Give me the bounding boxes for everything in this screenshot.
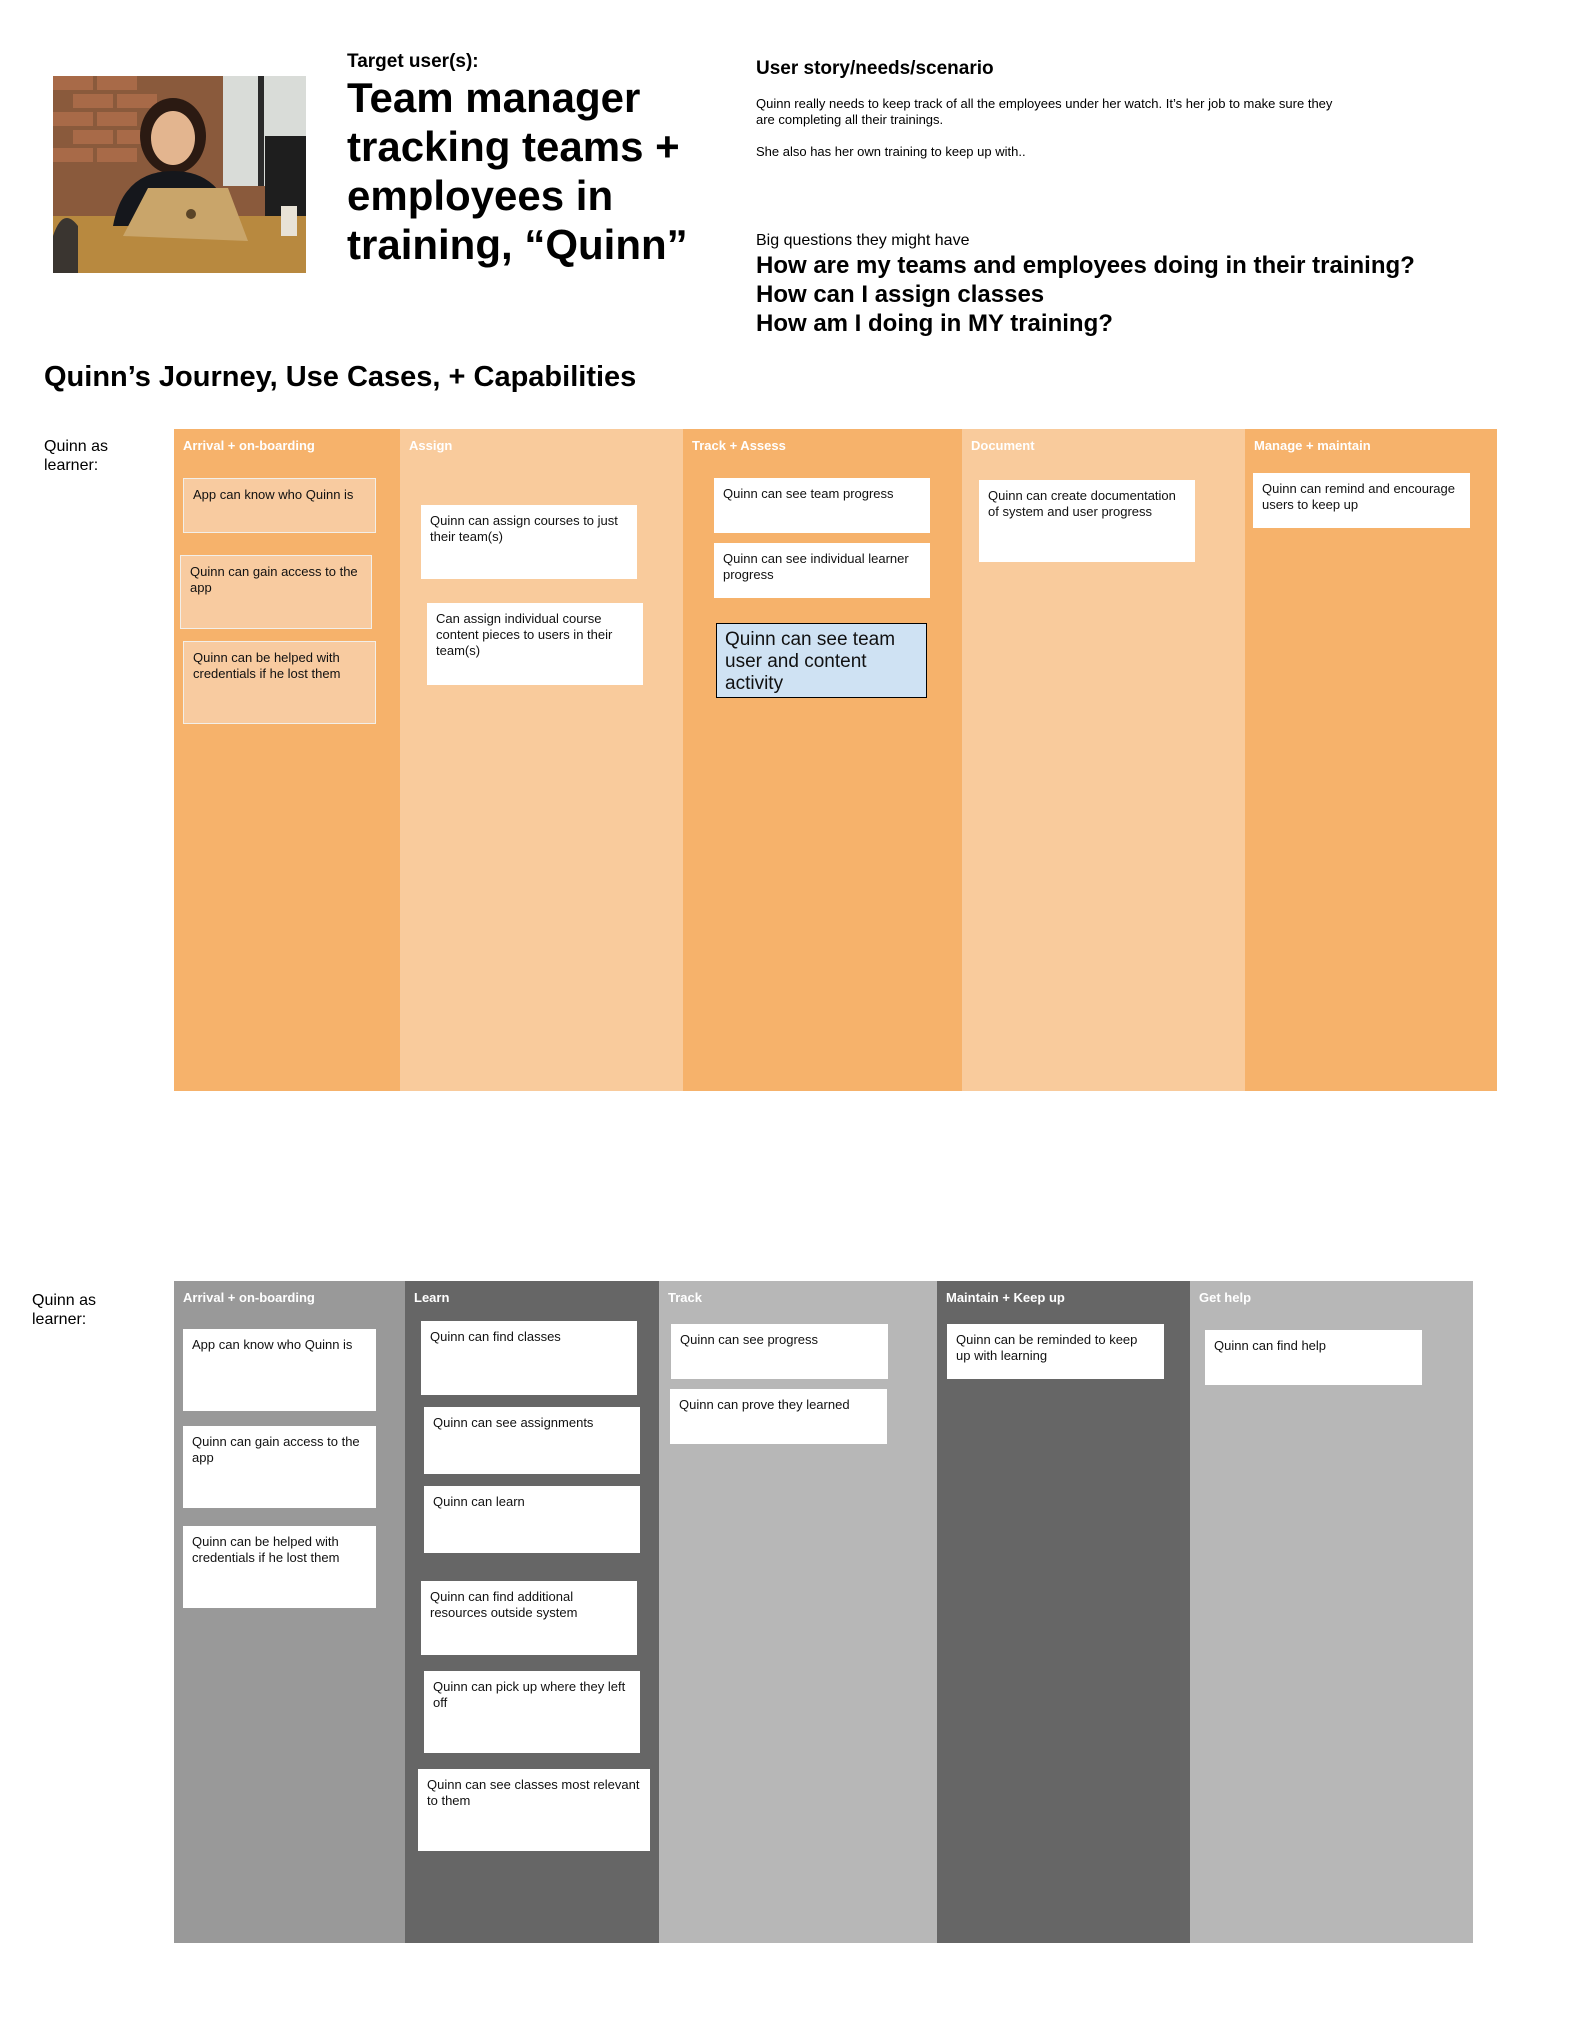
big-question: How am I doing in MY training? bbox=[756, 310, 1113, 337]
journey-column bbox=[962, 429, 1245, 1091]
big-questions-label: Big questions they might have bbox=[756, 232, 970, 249]
sticky-note: Quinn can see progress bbox=[671, 1324, 888, 1379]
sticky-note: Quinn can gain access to the app bbox=[180, 555, 372, 629]
column-header: Track bbox=[668, 1290, 702, 1305]
sticky-note: Quinn can find additional resources outside system bbox=[421, 1581, 637, 1655]
journey-title: Quinn’s Journey, Use Cases, + Capabilities bbox=[44, 361, 637, 393]
sticky-note: Quinn can assign courses to just their team(s) bbox=[421, 505, 637, 579]
journey-column bbox=[405, 1281, 659, 1943]
sticky-note-highlighted: Quinn can see team user and content activity bbox=[716, 623, 927, 698]
column-header: Manage + maintain bbox=[1254, 438, 1371, 453]
big-questions-list bbox=[756, 251, 1415, 338]
sticky-note: Quinn can find help bbox=[1205, 1330, 1422, 1385]
journey-column bbox=[659, 1281, 937, 1943]
column-header: Document bbox=[971, 438, 1035, 453]
big-question: How can I assign classes bbox=[756, 281, 1045, 308]
persona-title-line: employees in bbox=[347, 172, 614, 219]
sticky-note: Quinn can be helped with credentials if he lost them bbox=[183, 1526, 376, 1608]
sticky-note: Quinn can find classes bbox=[421, 1321, 637, 1395]
column-header: Track + Assess bbox=[692, 438, 786, 453]
journey-column bbox=[400, 429, 683, 1091]
journey-column bbox=[1245, 429, 1497, 1091]
journey-column bbox=[683, 429, 962, 1091]
user-story-paragraph: She also has her own training to keep up with.. bbox=[756, 144, 1026, 159]
user-story-heading: User story/needs/scenario bbox=[756, 58, 994, 79]
journey-column bbox=[937, 1281, 1190, 1943]
persona-title-line: training, “Quinn” bbox=[347, 221, 688, 268]
target-user-label: Target user(s): bbox=[347, 51, 479, 72]
row-label: Quinn as learner: bbox=[32, 1292, 97, 1328]
user-story-paragraph: Quinn really needs to keep track of all the employees under her watch. It’s her job to make sure they are completing all their trainings. bbox=[756, 96, 1333, 127]
row-label: Quinn as learner: bbox=[44, 438, 109, 474]
journey-column bbox=[174, 429, 400, 1091]
column-header: Learn bbox=[414, 1290, 450, 1305]
sticky-note: Quinn can prove they learned bbox=[670, 1389, 887, 1444]
sticky-note: Quinn can be reminded to keep up with learning bbox=[947, 1324, 1164, 1379]
sticky-note: Quinn can see assignments bbox=[424, 1407, 640, 1474]
persona-photo bbox=[53, 76, 306, 273]
sticky-note: Quinn can pick up where they left off bbox=[424, 1671, 640, 1753]
sticky-note: Quinn can learn bbox=[424, 1486, 640, 1553]
column-header: Assign bbox=[409, 438, 453, 453]
persona-title-line: tracking teams + bbox=[347, 123, 680, 170]
sticky-note: Quinn can see individual learner progress bbox=[714, 543, 930, 598]
sticky-note: Quinn can see team progress bbox=[714, 478, 930, 533]
sticky-note: App can know who Quinn is bbox=[183, 1329, 376, 1411]
big-question: How are my teams and employees doing in their training? bbox=[756, 252, 1415, 279]
sticky-note: App can know who Quinn is bbox=[183, 478, 376, 533]
sticky-note: Quinn can be helped with credentials if he lost them bbox=[183, 641, 376, 724]
sticky-note: Quinn can gain access to the app bbox=[183, 1426, 376, 1508]
column-header: Get help bbox=[1199, 1290, 1252, 1305]
sticky-note: Quinn can remind and encourage users to keep up bbox=[1253, 473, 1470, 528]
column-header: Arrival + on-boarding bbox=[183, 1290, 315, 1305]
persona-title bbox=[347, 73, 727, 269]
column-header: Arrival + on-boarding bbox=[183, 438, 315, 453]
persona-title-line: Team manager bbox=[347, 74, 641, 121]
column-header: Maintain + Keep up bbox=[946, 1290, 1065, 1305]
journey-column bbox=[1190, 1281, 1473, 1943]
sticky-note: Quinn can see classes most relevant to them bbox=[418, 1769, 650, 1851]
journey-column bbox=[174, 1281, 405, 1943]
sticky-note: Can assign individual course content pieces to users in their team(s) bbox=[427, 603, 643, 685]
sticky-note: Quinn can create documentation of system and user progress bbox=[979, 480, 1195, 562]
